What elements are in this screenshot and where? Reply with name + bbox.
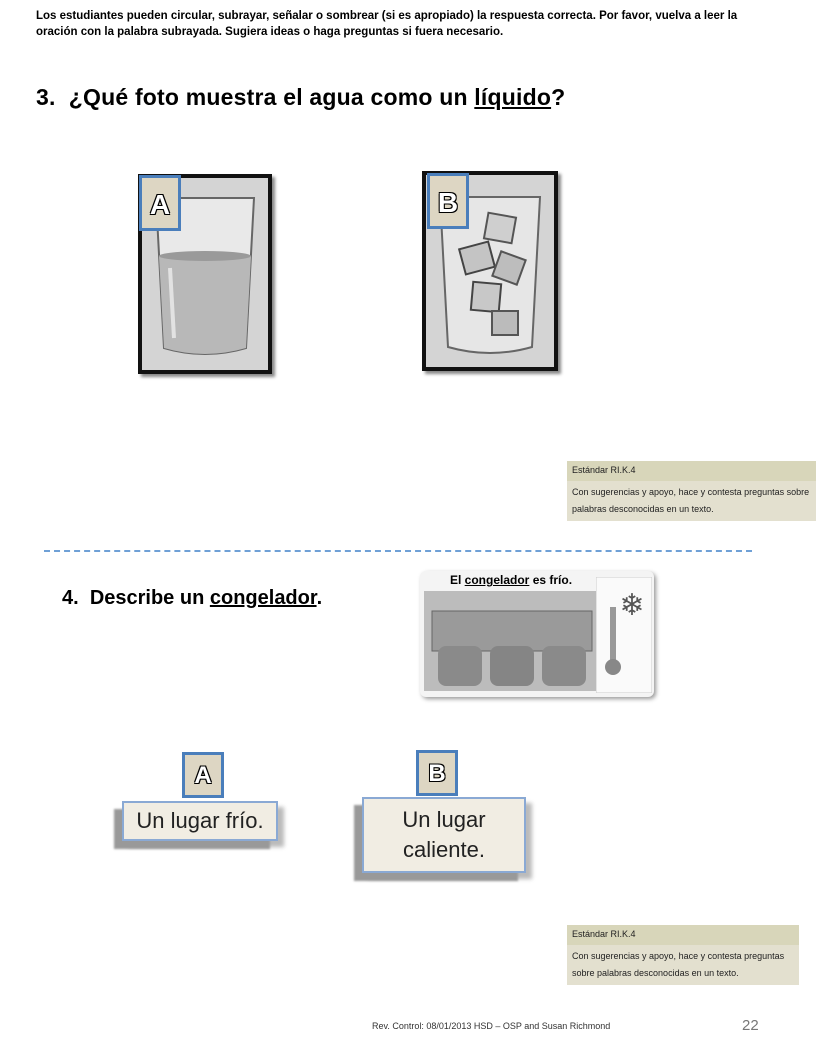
keyword: líquido: [474, 84, 552, 110]
freezer-picture: [420, 571, 654, 697]
footer-revision: Rev. Control: 08/01/2013 HSD – OSP and Susan Richmond: [372, 1021, 611, 1031]
standard-box: [567, 925, 799, 985]
question-number: 3.: [36, 84, 56, 110]
question-4: 4. Describe un congelador.: [62, 587, 323, 609]
page-number: 22: [742, 1017, 759, 1034]
question-3: 3. ¿Qué foto muestra el agua como un líquido?: [36, 84, 566, 110]
option-b-badge[interactable]: B: [427, 173, 469, 229]
answer-b-text: Un lugar caliente.: [402, 807, 486, 862]
standard-title: Estándar RI.K.4: [567, 925, 799, 945]
option-a-badge[interactable]: A: [182, 752, 224, 798]
standard-box: [567, 461, 816, 521]
instructions: Los estudiantes pueden circular, subrayar, señalar o sombrear (si es apropiado) la respuesta correcta. Por favor, vuelva a leer la oración con la palabra subrayada. Sugiera ideas o haga preguntas si fuera necesario.: [36, 10, 738, 38]
answer-a-text: Un lugar frío.: [136, 808, 264, 833]
question-text: Describe un: [89, 587, 210, 609]
question-text: ¿Qué foto muestra el agua como un: [68, 84, 475, 110]
option-b-badge[interactable]: B: [416, 750, 458, 796]
keyword: congelador: [209, 587, 317, 609]
answer-a-card[interactable]: [122, 801, 278, 841]
standard-title: Estándar RI.K.4: [567, 461, 816, 481]
answer-b-card[interactable]: [362, 797, 526, 873]
section-divider: [44, 550, 752, 552]
option-a-badge[interactable]: A: [139, 175, 181, 231]
svg-text:❄: ❄: [619, 588, 645, 623]
question-number: 4.: [62, 587, 79, 609]
standard-text: Con sugerencias y apoyo, hace y contesta preguntas sobre palabras desconocidas en un texto.: [567, 481, 816, 521]
thermometer-snowflake-icon: [596, 577, 652, 693]
ice-tray-image: [424, 591, 600, 691]
freezer-caption: El congelador es frío.: [450, 573, 573, 587]
standard-text: Con sugerencias y apoyo, hace y contesta preguntas sobre palabras desconocidas en un texto.: [567, 945, 799, 985]
